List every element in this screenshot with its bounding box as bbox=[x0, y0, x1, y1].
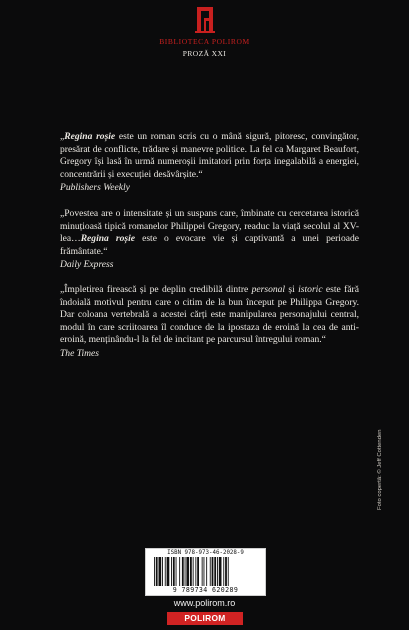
barcode-bar bbox=[156, 557, 158, 586]
quote-text: este o evocare vie și captivantă a unei perioade frământate.“ bbox=[60, 233, 359, 257]
barcode-bar bbox=[159, 557, 162, 586]
barcode-bar bbox=[214, 557, 216, 586]
barcode-bar bbox=[162, 557, 163, 586]
quote-text: este fără îndoială motivul pentru care o citim de la bun început pe Philippa Gregory. Dar coloana vertebrală a acestei cărți este manipularea personajului central, modul în care scriitoarea îl conduce de la ipostaza de eroină la cea de anti-eroină, menținându-l la fel de incitant pe parcursul întregului roman.“ bbox=[60, 284, 359, 346]
quote-source: The Times bbox=[60, 347, 99, 359]
series-name: BIBLIOTECA POLIROM bbox=[159, 37, 250, 46]
isbn-barcode bbox=[145, 548, 266, 596]
barcode-bar bbox=[219, 557, 222, 586]
barcode-bar bbox=[176, 557, 177, 586]
barcode-bar bbox=[185, 557, 186, 586]
barcode-bar bbox=[195, 557, 196, 586]
quote-emphasis: istoric bbox=[298, 284, 323, 295]
barcode-bar bbox=[179, 557, 180, 586]
review-quote bbox=[60, 208, 359, 272]
barcode-bar bbox=[202, 557, 203, 586]
quote-text: și bbox=[285, 284, 299, 295]
collection-name: PROZĂ XXI bbox=[182, 49, 227, 58]
review-quote bbox=[60, 131, 359, 195]
review-quote bbox=[60, 284, 359, 361]
barcode-bar bbox=[204, 557, 205, 586]
barcode-digits: 9 789734 620289 bbox=[172, 586, 239, 594]
publisher-website: www.polirom.ro bbox=[173, 598, 236, 608]
barcode-bar bbox=[212, 557, 214, 586]
quote-text: „Împletirea firească și pe deplin credibilă dintre bbox=[60, 284, 252, 295]
barcode-bars bbox=[154, 557, 257, 586]
barcode-bar bbox=[223, 557, 224, 586]
book-title: Regina roșie bbox=[64, 131, 116, 142]
barcode-bar bbox=[225, 557, 227, 586]
quote-emphasis: personal bbox=[251, 284, 286, 295]
quote-open-mark: „ bbox=[60, 131, 65, 142]
quote-source: Publishers Weekly bbox=[60, 182, 130, 194]
quote-text: este un roman scris cu o mână sigură, pitoresc, convingător, presărat de conflicte, trădare și manevre politice. La fel ca Margaret Beaufort, Gregory își lasă în urmă numeroșii imitatori prin forța inegalabilă a energiei, concentrării și execuției desăvârșite.“ bbox=[60, 131, 359, 180]
quote-text: „Povestea are o intensitate și un suspans care, îmbinate cu cercetarea istorică minuțioasă tipică romanelor Philippei Gregory, readuc la viață secolul al XV-lea… bbox=[60, 208, 359, 245]
quote-source: Daily Express bbox=[60, 259, 114, 271]
barcode-bar bbox=[154, 557, 155, 586]
polirom-book-logo-icon bbox=[194, 6, 216, 34]
barcode-bar bbox=[228, 557, 229, 586]
barcode-bar bbox=[210, 557, 211, 586]
book-title: Regina roșie bbox=[80, 233, 135, 245]
barcode-bar bbox=[186, 557, 189, 586]
isbn-label: ISBN 978-973-46-2028-9 bbox=[167, 550, 244, 556]
barcode-bar bbox=[190, 557, 192, 586]
publisher-logo: POLIROM bbox=[167, 612, 243, 625]
barcode-bar bbox=[173, 557, 175, 586]
barcode-bar bbox=[206, 557, 207, 586]
barcode-bar bbox=[165, 557, 166, 586]
photo-credit: Foto copertă: © Jeff Cottenden bbox=[377, 429, 383, 510]
barcode-bar bbox=[171, 557, 172, 586]
barcode-bar bbox=[217, 557, 218, 586]
barcode-bar bbox=[193, 557, 194, 586]
barcode-bar bbox=[167, 557, 170, 586]
barcode-bar bbox=[182, 557, 184, 586]
barcode-bar bbox=[197, 557, 199, 586]
